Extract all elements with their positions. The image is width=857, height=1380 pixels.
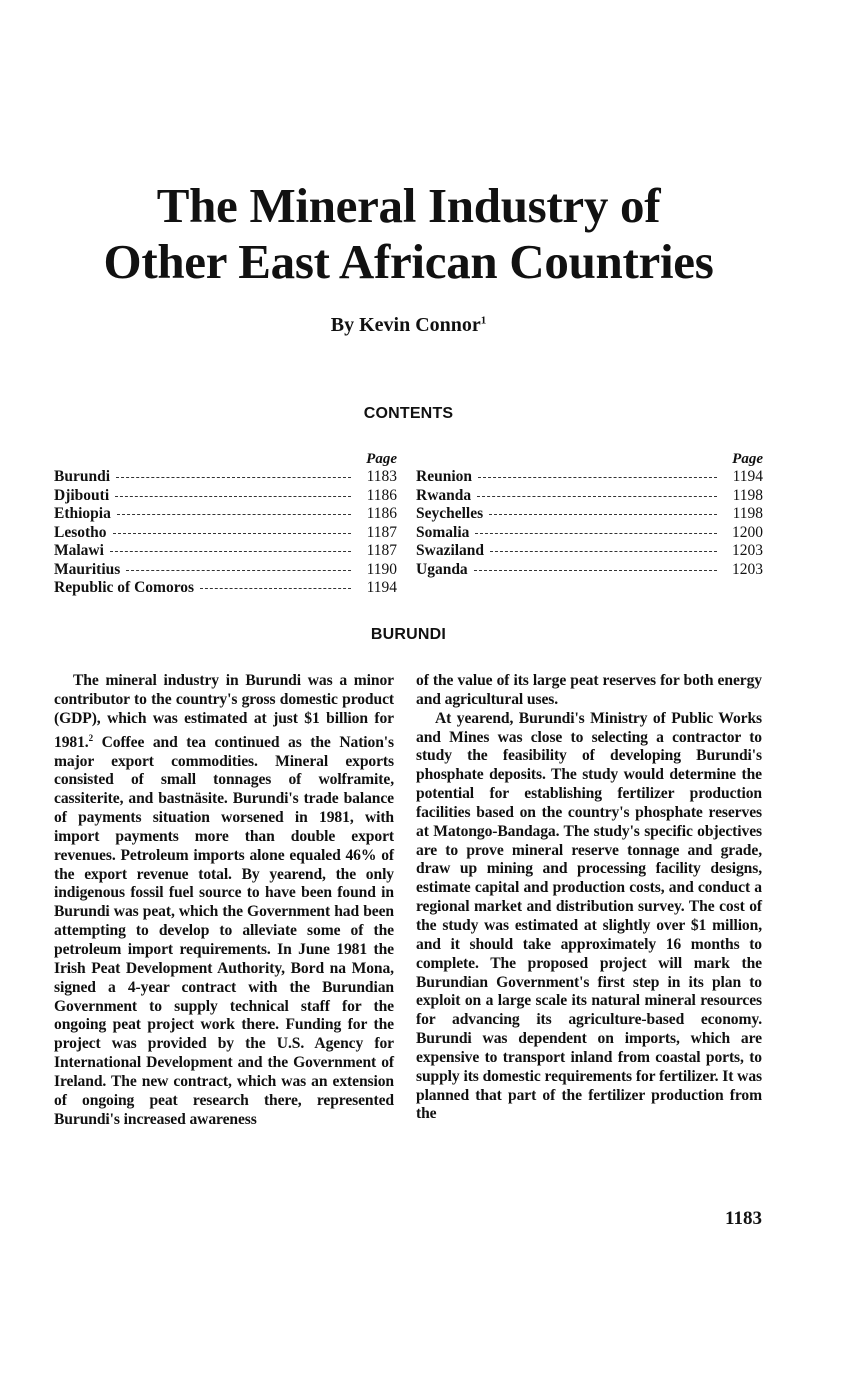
toc-leader [117, 513, 351, 515]
footnote-mark: 2 [88, 732, 93, 743]
paragraph-text: Coffee and tea continued as the Nation's major export commodities. Mineral exports consisted of small tonnages of wolframite, cassiterite, and bastnäsite. Burundi's trade balance of payments situation worsened in 1981, with import payments more than double export revenues. Petroleum imports alone equaled 46% of the export revenue total. By yearend, the only indigenous fossil fuel source to have been found in Burundi was peat, which the Government had been attempting to develop to alleviate some of the petroleum import requirements. In June 1981 the Irish Peat Development Authority, Bord na Mona, signed a 4-year contract with the Burundian Government to supply technical staff for the ongoing peat project work there. Funding for the project was provided by the U.S. Agency for International Development and the Government of Ireland. The new contract, which was an extension of ongoing peat research there, represented Burundi's increased awareness [54, 733, 394, 1128]
toc-entry-page: 1190 [366, 560, 397, 578]
toc-leader [489, 513, 717, 515]
toc-entry-page: 1198 [732, 486, 763, 504]
toc-entry [54, 487, 397, 506]
toc-entry-name: Rwanda [416, 486, 472, 504]
toc-leader [474, 569, 717, 571]
toc-entry [416, 561, 763, 580]
body-paragraph: of the value of its large peat reserves for both energy and agricultural uses. [416, 672, 762, 708]
toc-entry-name: Lesotho [54, 523, 107, 541]
toc-entry-name: Uganda [416, 560, 468, 578]
toc-entry [54, 542, 397, 561]
toc-leader [116, 476, 351, 478]
byline [0, 314, 817, 337]
body-paragraph: At yearend, Burundi's Ministry of Public Works and Mines was close to selecting a contractor to study the feasibility of developing Burundi's phosphate deposits. The study would determine the potential for establishing fertilizer production facilities based on the country's phosphate reserves at Matongo-Bandaga. The study's specific objectives are to prove mineral reserve tonnage and grade, draw up mining and processing facility designs, estimate capital and production costs, and conduct a regional market and distribution survey. The cost of the study was estimated at slightly over $1 million, and it should take approximately 16 months to complete. The proposed project will mark the Burundian Government's first step in its plan to exploit on a large scale its natural mineral resources for advancing its agriculture-based economy. Burundi was dependent on imports, which are expensive to transport inland from coastal ports, to supply its domestic requirements for fertilizer. It was planned that part of the fertilizer production from the [416, 709, 762, 1123]
toc-leader [126, 569, 351, 571]
toc-leader [110, 550, 351, 552]
title-line-1: The Mineral Industry of [156, 178, 661, 233]
toc-leader [113, 532, 351, 534]
toc-entry-page: 1203 [732, 560, 763, 578]
toc-entry-name: Somalia [416, 523, 470, 541]
toc-entry [54, 505, 397, 524]
toc-right-column [416, 450, 763, 579]
toc-leader [115, 495, 351, 497]
toc-entry-page: 1200 [732, 523, 763, 541]
toc-entry-name: Burundi [54, 468, 111, 485]
toc-entry [416, 542, 763, 561]
paragraph-text: The mineral industry in Burundi was a minor contributor to the country's gross domestic product (GDP), which was estimated at just $1 billion for 1981. [54, 672, 394, 751]
toc-entry-page: 1198 [732, 505, 763, 522]
toc-entry-page: 1203 [732, 542, 763, 559]
toc-page-label: Page [366, 451, 397, 467]
toc-entry [416, 468, 763, 487]
toc-leader [200, 587, 351, 589]
contents-heading: CONTENTS [363, 405, 454, 422]
toc-entry-page: 1194 [732, 468, 763, 485]
toc-entry [416, 524, 763, 543]
toc-entry-name: Reunion [416, 468, 472, 485]
toc-entry-page: 1183 [366, 468, 397, 485]
toc-entry-name: Republic of Comoros [54, 579, 195, 596]
toc-entry-page: 1187 [366, 542, 397, 559]
toc-page-label: Page [732, 451, 763, 467]
toc-leader [490, 550, 717, 552]
toc-entry [416, 505, 763, 524]
toc-leader [477, 495, 717, 497]
toc-entry-name: Seychelles [416, 505, 484, 522]
toc-entry [54, 579, 397, 598]
author-text: By Kevin Connor [330, 314, 481, 336]
toc-entry [54, 524, 397, 543]
body-paragraph [54, 672, 394, 1129]
toc-leader [475, 532, 717, 534]
toc-entry-page: 1187 [366, 523, 397, 541]
toc-entry [54, 468, 397, 487]
toc-entry-name: Ethiopia [54, 505, 111, 522]
toc-entry-name: Djibouti [54, 486, 110, 504]
article-title [0, 178, 817, 290]
toc-entry-name: Swaziland [416, 542, 485, 559]
toc-entry-page: 1186 [366, 505, 397, 522]
toc-entry [416, 487, 763, 506]
toc-entry-name: Mauritius [54, 560, 121, 578]
page-number: 1183 [725, 1208, 762, 1229]
toc-entry [54, 561, 397, 580]
toc-leader [478, 476, 717, 478]
author-footnote-mark: 1 [480, 314, 487, 327]
body-column-right [416, 672, 762, 1124]
body-column-left [54, 672, 394, 1129]
title-line-2: Other East African Countries [103, 234, 714, 289]
toc-entry-name: Malawi [54, 542, 104, 559]
toc-left-column [54, 450, 397, 598]
toc-entry-page: 1194 [366, 579, 397, 596]
burundi-heading: BURUNDI [370, 626, 447, 643]
toc-entry-page: 1186 [366, 486, 397, 504]
